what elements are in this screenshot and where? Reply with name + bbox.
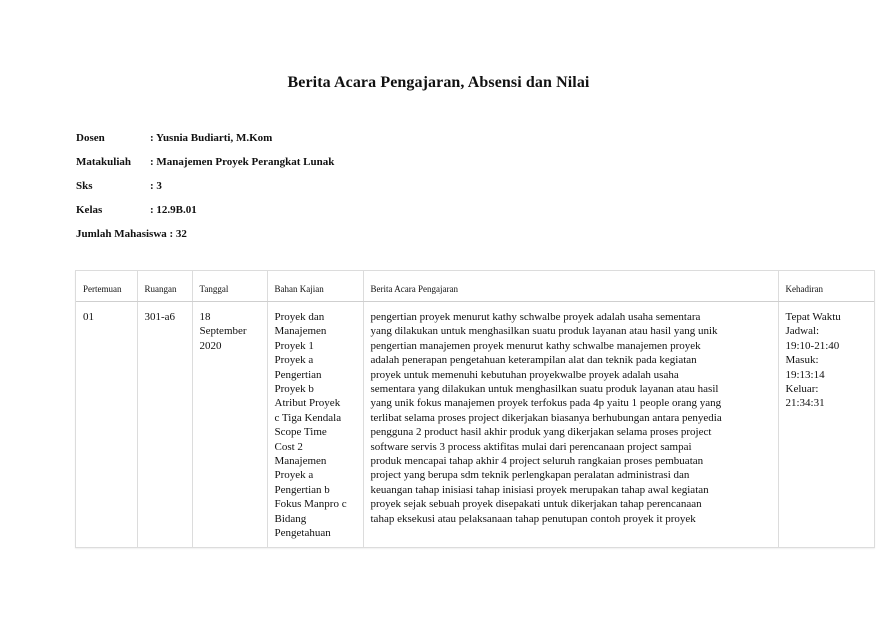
bahan-line: c Tiga Kendala [274,411,342,424]
tanggal-line: 2020 [199,339,222,352]
cell-ruangan: 301-a6 [137,302,192,547]
berita-line: pengertian proyek menurut kathy schwalbe proyek adalah usaha sementara [370,311,701,323]
berita-line: adalah penerapan pengetahuan keterampilan alat dan teknik pada kegiatan [370,354,697,367]
dosen-label: Dosen [76,132,105,144]
berita-line: yang dilakukan untuk menghasilkan suatu produk layanan atau hasil yang unik [370,325,718,338]
kehadiran-line: Jadwal: [785,325,820,338]
attendance-table [76,271,874,547]
bahan-line: Proyek a [274,469,314,482]
bahan-line: Cost 2 [274,440,303,453]
berita-line: tahap eksekusi atau pelaksanaan tahap penutupan contoh proyek it proyek [370,512,696,525]
berita-line: project yang berupa sdm teknik perlengkapan peralatan administrasi dan [370,469,690,482]
kelas-label: Kelas [76,204,103,216]
kehadiran-line: Masuk: [785,354,819,367]
cell-berita-acara [363,302,778,547]
header-berita-acara: Berita Acara Pengajaran [363,271,778,302]
cell-kehadiran [778,302,874,547]
bahan-line: Pengertian b [274,483,330,496]
berita-line: sementara yang dilakukan untuk menghasilkan suatu produk layanan atau hasil [370,383,719,396]
berita-line: pengertian manajemen proyek menurut kathy schwalbe manajemen proyek [370,339,701,352]
bahan-line: Fokus Manpro c [274,498,347,511]
header-tanggal: Tanggal [192,271,267,302]
info-row-jumlah [76,228,334,252]
kelas-value: : 12.9B.01 [150,204,197,216]
berita-line: terlibat selama proses project dikerjakan biasanya berhubungan antara penyedia [370,411,722,424]
course-info [76,132,334,252]
page-title: Berita Acara Pengajaran, Absensi dan Nilai [287,74,590,91]
bahan-line: Scope Time [274,426,327,439]
header-kehadiran: Kehadiran [778,271,874,302]
kehadiran-line: Keluar: [785,383,819,396]
table-header-row [76,271,874,302]
dosen-value: : Yusnia Budiarti, M.Kom [150,132,273,144]
tanggal-line: September [199,325,247,338]
kehadiran-line: 19:10-21:40 [785,339,840,352]
kehadiran-line: 19:13:14 [785,368,825,381]
header-ruangan: Ruangan [137,271,192,302]
bahan-line: Bidang [274,512,307,525]
berita-line: proyek sejak sebuah proyek disepakati untuk dikerjakan tahap perencanaan [370,498,702,511]
berita-line: proyek untuk memenuhi kebutuhan proyekwalbe proyek adalah usaha [370,368,679,381]
cell-bahan-kajian [267,302,363,547]
bahan-line: Pengetahuan [274,527,331,540]
sks-label: Sks [76,180,93,192]
kehadiran-line: 21:34:31 [785,397,825,410]
berita-line: yang unik fokus manajemen proyek terfokus pada 4p yaitu 1 people orang yang [370,397,722,410]
berita-line: software servis 3 process aktifitas mulai dari perencanaan project sampai [370,440,692,453]
kehadiran-line: Tepat Waktu [785,311,841,323]
matakuliah-value: : Manajemen Proyek Perangkat Lunak [150,156,335,168]
berita-line: produk mencapai tahap akhir 4 project seluruh rangkaian proses pembuatan [370,455,704,468]
jumlah-mahasiswa: Jumlah Mahasiswa : 32 [76,228,187,240]
bahan-line: Proyek a [274,354,314,367]
bahan-line: Proyek dan [274,311,325,323]
attendance-table-container [75,270,875,548]
berita-line: pengguna 2 product hasil akhir produk yang dikerjakan selama proses project [370,426,712,439]
bahan-line: Proyek 1 [274,339,314,352]
header-pertemuan: Pertemuan [76,271,137,302]
info-row-sks [76,180,334,204]
sks-value: : 3 [150,180,162,192]
info-row-kelas [76,204,334,228]
bahan-line: Atribut Proyek [274,397,341,410]
berita-line: keuangan tahap inisiasi tahap inisiasi proyek merupakan tahap awal kegiatan [370,483,709,496]
bahan-line: Manajemen [274,455,327,468]
info-row-dosen [76,132,334,156]
bahan-line: Pengertian [274,368,322,381]
bahan-line: Proyek b [274,383,314,396]
table-row [76,302,874,547]
matakuliah-label: Matakuliah [76,156,132,168]
tanggal-line: 18 [199,311,211,323]
cell-pertemuan: 01 [76,302,137,547]
cell-tanggal [192,302,267,547]
info-row-matakuliah [76,156,334,180]
header-bahan-kajian: Bahan Kajian [267,271,363,302]
bahan-line: Manajemen [274,325,327,338]
